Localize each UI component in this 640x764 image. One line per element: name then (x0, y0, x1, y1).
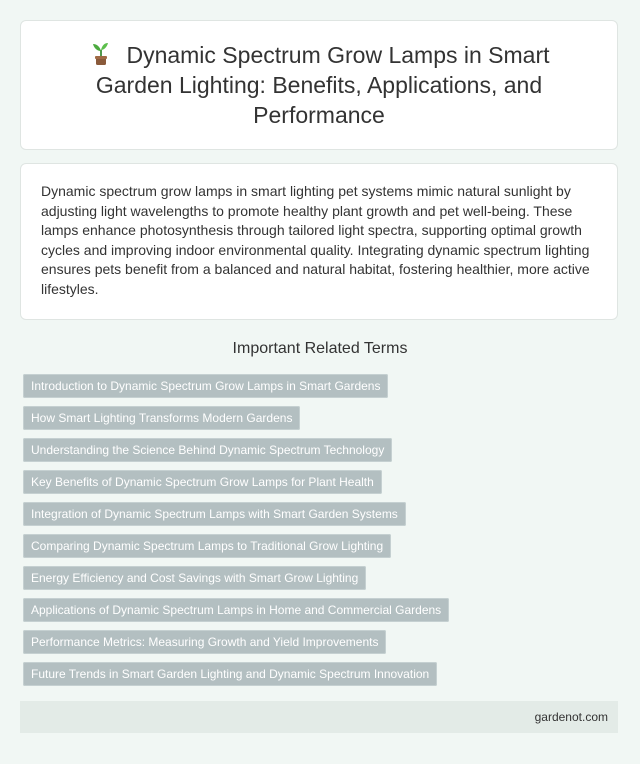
list-item (23, 438, 623, 462)
page-title (59, 40, 579, 130)
related-terms-heading: Important Related Terms (232, 340, 408, 357)
description-text: Dynamic spectrum grow lamps in smart lighting pet systems mimic natural sunlight by adjusting light wavelengths to promote healthy plant growth and pet well-being. These lamps enhance photosynthesis through tailored light spectra, supporting optimal growth cycles and improving indoor environmental quality. Integrating dynamic spectrum lighting ensures pets benefit from a balanced and natural habitat, fostering healthier, more active lifestyles. (41, 183, 590, 297)
related-term-tag[interactable]: Energy Efficiency and Cost Savings with Smart Grow Lighting (23, 566, 366, 590)
related-term-tag[interactable]: Future Trends in Smart Garden Lighting and Dynamic Spectrum Innovation (23, 662, 437, 686)
related-term-tag[interactable]: Integration of Dynamic Spectrum Lamps with Smart Garden Systems (23, 502, 406, 526)
list-item (23, 662, 623, 686)
list-item (23, 470, 623, 494)
list-item (23, 406, 623, 430)
related-term-tag[interactable]: How Smart Lighting Transforms Modern Gardens (23, 406, 300, 430)
related-term-tag[interactable]: Understanding the Science Behind Dynamic Spectrum Technology (23, 438, 392, 462)
related-term-tag[interactable]: Key Benefits of Dynamic Spectrum Grow Lamps for Plant Health (23, 470, 382, 494)
description-card (20, 163, 618, 320)
related-term-tag[interactable]: Comparing Dynamic Spectrum Lamps to Traditional Grow Lighting (23, 534, 391, 558)
list-item (23, 598, 623, 622)
page-title-text: Dynamic Spectrum Grow Lamps in Smart Garden Lighting: Benefits, Applications, and Performance (95, 42, 550, 128)
related-term-tag[interactable]: Performance Metrics: Measuring Growth and Yield Improvements (23, 630, 386, 654)
list-item (23, 502, 623, 526)
list-item (23, 374, 623, 398)
related-term-tag[interactable]: Applications of Dynamic Spectrum Lamps in Home and Commercial Gardens (23, 598, 449, 622)
title-card (20, 20, 618, 150)
footer (20, 701, 618, 733)
list-item (23, 630, 623, 654)
list-item (23, 566, 623, 590)
related-terms-list (23, 374, 623, 694)
list-item (23, 534, 623, 558)
footer-site-link[interactable]: gardenot.com (534, 710, 608, 724)
sprout-icon (88, 42, 114, 66)
related-term-tag[interactable]: Introduction to Dynamic Spectrum Grow Lamps in Smart Gardens (23, 374, 388, 398)
